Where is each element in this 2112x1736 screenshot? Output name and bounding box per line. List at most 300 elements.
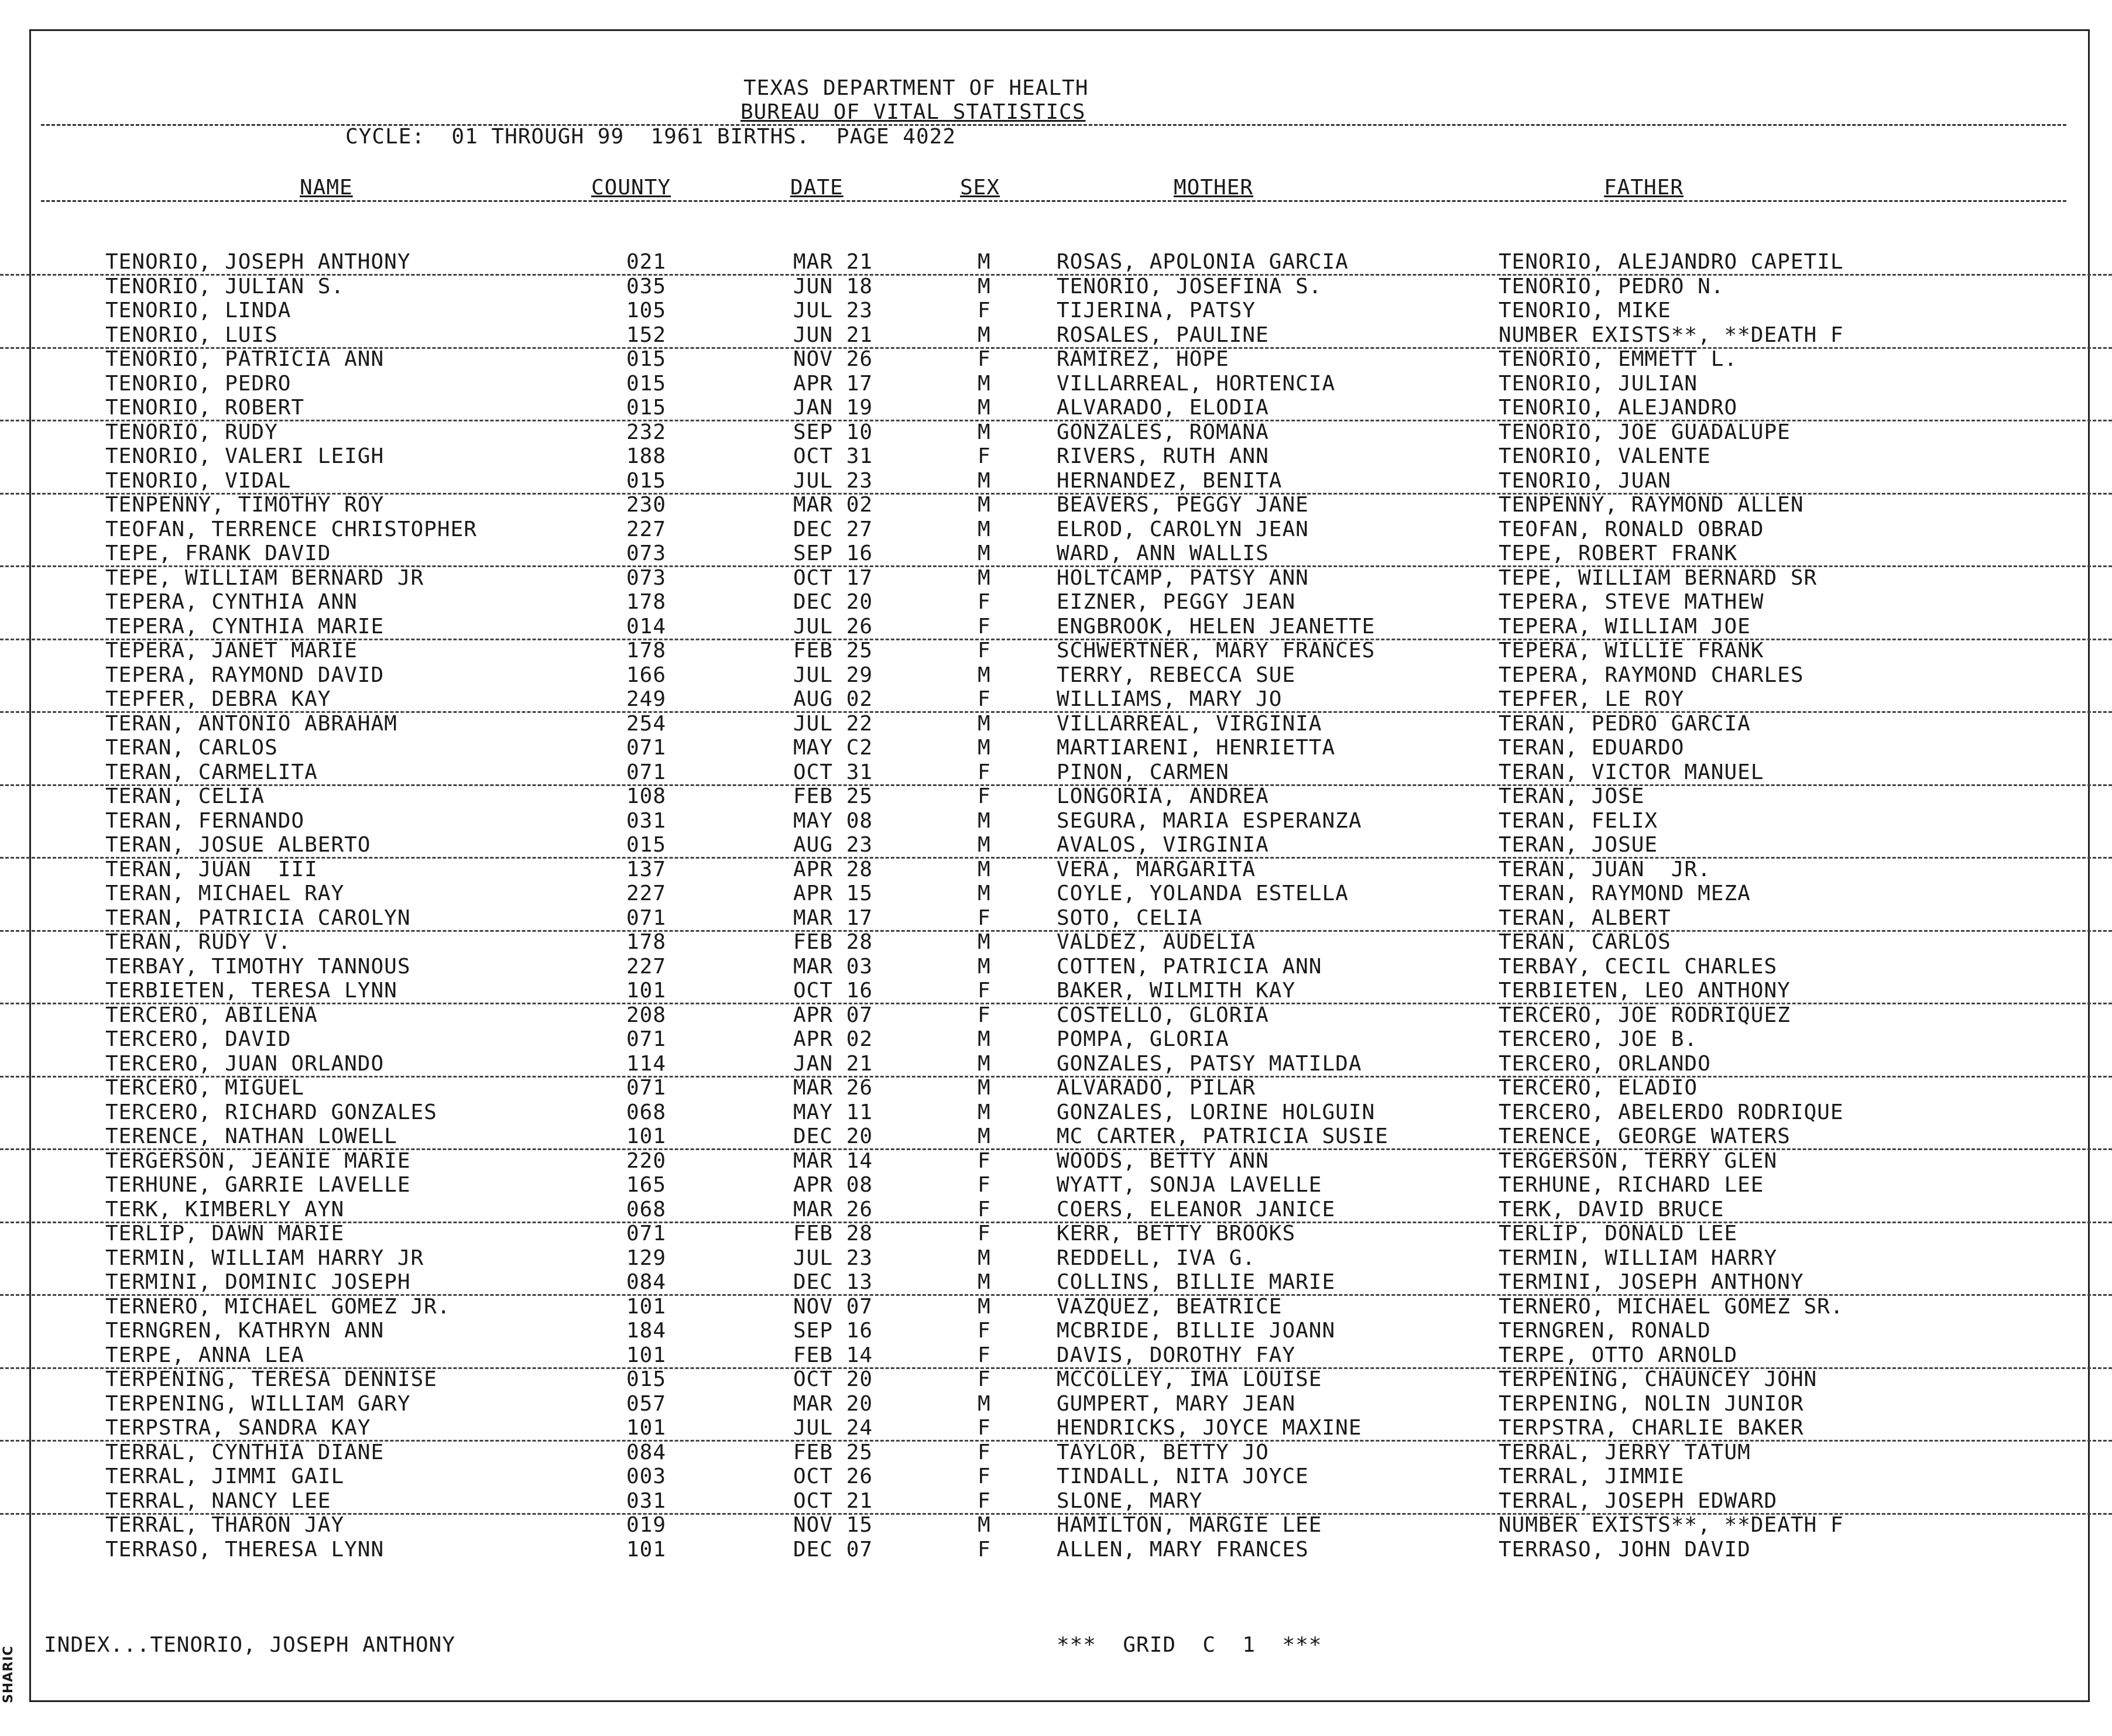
record-father: TENORIO, MIKE [1499, 299, 1671, 323]
record-date: FEB 28 [793, 1222, 873, 1246]
record-sex: M [978, 857, 991, 881]
record-county: 071 [626, 1027, 667, 1051]
record-name: TENORIO, LINDA [105, 299, 292, 323]
record-date: AUG 02 [793, 687, 873, 711]
record-sex: F [978, 1440, 991, 1464]
record-father: TERMINI, JOSEPH ANTHONY [1499, 1270, 1804, 1294]
record-county: 101 [626, 1124, 667, 1148]
record-father: TENORIO, JOE GUADALUPE [1499, 420, 1791, 444]
record-county: 227 [626, 954, 667, 979]
record-mother: VILLARREAL, HORTENCIA [1057, 371, 1336, 396]
record-father: TEOFAN, RONALD OBRAD [1499, 517, 1764, 541]
record-name: TENORIO, RUDY [105, 420, 278, 444]
record-date: FEB 25 [793, 639, 873, 663]
record-row [0, 1149, 2112, 1173]
record-name: TERRAL, THARON JAY [105, 1513, 345, 1537]
record-county: 073 [626, 541, 667, 565]
record-row [0, 250, 2112, 276]
record-name: TERLIP, DAWN MARIE [105, 1222, 345, 1246]
record-father: TERNERO, MICHAEL GOMEZ SR. [1499, 1294, 1844, 1319]
record-father: TERRAL, JOSEPH EDWARD [1499, 1488, 1778, 1513]
record-county: 101 [626, 1537, 667, 1562]
record-sex: F [978, 1197, 991, 1222]
record-county: 137 [626, 857, 667, 881]
record-father: TEPERA, WILLIAM JOE [1499, 614, 1751, 639]
record-date: OCT 31 [793, 760, 873, 784]
record-row [0, 396, 2112, 421]
record-date: DEC 13 [793, 1270, 873, 1294]
record-row [0, 1319, 2112, 1343]
record-row [0, 275, 2112, 299]
record-name: TERMINI, DOMINIC JOSEPH [105, 1270, 411, 1294]
record-sex: M [978, 881, 991, 905]
record-county: 108 [626, 784, 667, 808]
record-row [0, 1100, 2112, 1124]
record-mother: COSTELLO, GLORIA [1057, 1003, 1269, 1027]
record-name: TERAN, CARMELITA [105, 760, 318, 784]
record-mother: RAMIREZ, HOPE [1057, 347, 1229, 371]
record-mother: VILLARREAL, VIRGINIA [1057, 711, 1322, 736]
record-date: JUL 23 [793, 1246, 873, 1270]
record-county: 220 [626, 1148, 667, 1173]
record-date: DEC 07 [793, 1537, 873, 1562]
record-date: APR 15 [793, 881, 873, 905]
record-date: FEB 14 [793, 1343, 873, 1367]
record-name: TENORIO, JOSEPH ANTHONY [105, 250, 411, 274]
column-header-sex: SEX [960, 176, 1000, 200]
record-row [0, 566, 2112, 590]
record-mother: KERR, BETTY BROOKS [1057, 1222, 1296, 1246]
record-name: TERPE, ANNA LEA [105, 1343, 305, 1367]
record-county: 105 [626, 299, 667, 323]
column-header-name: NAME [300, 176, 353, 200]
record-sex: M [978, 250, 991, 274]
record-father: TERAN, EDUARDO [1499, 736, 1685, 760]
record-row [0, 347, 2112, 371]
record-row [0, 517, 2112, 541]
record-row [0, 687, 2112, 713]
record-county: 249 [626, 687, 667, 711]
record-mother: WILLIAMS, MARY JO [1057, 687, 1283, 711]
record-name: TEOFAN, TERRENCE CHRISTOPHER [105, 517, 477, 541]
record-row [0, 444, 2112, 468]
record-county: 014 [626, 614, 667, 639]
record-row [0, 639, 2112, 663]
record-father: TEPE, ROBERT FRANK [1499, 541, 1738, 565]
record-county: 254 [626, 711, 667, 736]
record-county: 227 [626, 517, 667, 541]
record-county: 178 [626, 930, 667, 954]
record-name: TERPSTRA, SANDRA KAY [105, 1416, 371, 1440]
record-date: MAR 20 [793, 1391, 873, 1416]
record-sex: F [978, 1343, 991, 1367]
record-name: TERAN, RUDY V. [105, 930, 292, 954]
record-name: TEPE, FRANK DAVID [105, 541, 331, 565]
record-sex: M [978, 541, 991, 565]
record-name: TENPENNY, TIMOTHY ROY [105, 493, 385, 517]
record-name: TEPERA, CYNTHIA ANN [105, 590, 358, 614]
record-father: TERNGREN, RONALD [1499, 1319, 1711, 1343]
record-county: 071 [626, 736, 667, 760]
record-county: 068 [626, 1197, 667, 1222]
record-county: 184 [626, 1319, 667, 1343]
record-sex: F [978, 760, 991, 784]
record-mother: MCBRIDE, BILLIE JOANN [1057, 1319, 1336, 1343]
record-mother: COERS, ELEANOR JANICE [1057, 1197, 1336, 1222]
record-mother: GUMPERT, MARY JEAN [1057, 1391, 1296, 1416]
record-row [0, 881, 2112, 905]
record-mother: GONZALES, LORINE HOLGUIN [1057, 1100, 1376, 1124]
record-father: TERAN, VICTOR MANUEL [1499, 760, 1764, 784]
record-row [0, 1246, 2112, 1270]
record-row [0, 833, 2112, 859]
record-sex: M [978, 1051, 991, 1076]
record-sex: F [978, 905, 991, 930]
record-sex: F [978, 1003, 991, 1027]
bureau-title: BUREAU OF VITAL STATISTICS [740, 100, 1086, 124]
record-row [0, 1367, 2112, 1391]
record-name: TENORIO, LUIS [105, 323, 278, 347]
record-name: TERPENING, WILLIAM GARY [105, 1391, 411, 1416]
record-county: 015 [626, 468, 667, 493]
record-sex: M [978, 930, 991, 954]
record-county: 071 [626, 1222, 667, 1246]
record-mother: MC CARTER, PATRICIA SUSIE [1057, 1124, 1388, 1148]
record-date: SEP 10 [793, 420, 873, 444]
record-sex: M [978, 663, 991, 687]
record-father: TENORIO, JUAN [1499, 468, 1671, 493]
record-date: FEB 25 [793, 1440, 873, 1464]
record-county: 057 [626, 1391, 667, 1416]
record-row [0, 469, 2112, 495]
record-sex: F [978, 979, 991, 1003]
record-county: 003 [626, 1464, 667, 1488]
record-sex: F [978, 784, 991, 808]
record-father: TERCERO, JOE RODRIQUEZ [1499, 1003, 1791, 1027]
record-name: TERENCE, NATHAN LOWELL [105, 1124, 397, 1148]
record-county: 166 [626, 663, 667, 687]
record-mother: MCCOLLEY, IMA LOUISE [1057, 1367, 1322, 1391]
record-sex: M [978, 468, 991, 493]
record-row [0, 712, 2112, 736]
record-county: 165 [626, 1173, 667, 1197]
side-mark: SHARIC [1, 1645, 16, 1703]
record-date: FEB 25 [793, 784, 873, 808]
record-father: TERBAY, CECIL CHARLES [1499, 954, 1778, 979]
record-date: MAR 17 [793, 905, 873, 930]
record-name: TERPENING, TERESA DENNISE [105, 1367, 437, 1391]
department-title: TEXAS DEPARTMENT OF HEALTH [743, 76, 1089, 100]
record-sex: M [978, 954, 991, 979]
record-mother: RIVERS, RUTH ANN [1057, 444, 1269, 468]
record-father: TERRAL, JERRY TATUM [1499, 1440, 1751, 1464]
record-sex: M [978, 517, 991, 541]
record-mother: GONZALES, PATSY MATILDA [1057, 1051, 1362, 1076]
record-mother: POMPA, GLORIA [1057, 1027, 1229, 1051]
record-father: TERCERO, ABELERDO RODRIQUE [1499, 1100, 1844, 1124]
record-sex: M [978, 1246, 991, 1270]
record-date: OCT 17 [793, 565, 873, 590]
record-county: 015 [626, 396, 667, 420]
record-county: 015 [626, 347, 667, 371]
record-sex: M [978, 736, 991, 760]
record-date: MAY 11 [793, 1100, 873, 1124]
record-mother: ALVARADO, PILAR [1057, 1076, 1256, 1100]
record-mother: TAYLOR, BETTY JO [1057, 1440, 1269, 1464]
record-row [0, 1173, 2112, 1197]
record-row [0, 615, 2112, 640]
record-mother: SCHWERTNER, MARY FRANCES [1057, 639, 1376, 663]
record-mother: WOODS, BETTY ANN [1057, 1148, 1269, 1173]
record-date: JUL 29 [793, 663, 873, 687]
record-county: 031 [626, 808, 667, 833]
record-county: 227 [626, 881, 667, 905]
record-county: 035 [626, 274, 667, 299]
record-date: JAN 21 [793, 1051, 873, 1076]
record-row [0, 1440, 2112, 1464]
record-name: TERBIETEN, TERESA LYNN [105, 979, 397, 1003]
record-mother: MARTIARENI, HENRIETTA [1057, 736, 1336, 760]
record-row [0, 372, 2112, 396]
record-county: 073 [626, 565, 667, 590]
record-sex: M [978, 1027, 991, 1051]
record-name: TERRAL, NANCY LEE [105, 1488, 331, 1513]
record-sex: F [978, 687, 991, 711]
record-mother: TERRY, REBECCA SUE [1057, 663, 1296, 687]
record-mother: AVALOS, VIRGINIA [1057, 833, 1269, 857]
cycle-line: CYCLE: 01 THROUGH 99 1961 BIRTHS. PAGE 4022 [345, 125, 956, 149]
record-mother: COLLINS, BILLIE MARIE [1057, 1270, 1336, 1294]
record-father: TERPENING, CHAUNCEY JOHN [1499, 1367, 1818, 1391]
record-date: APR 08 [793, 1173, 873, 1197]
record-date: APR 28 [793, 857, 873, 881]
record-sex: M [978, 1100, 991, 1124]
record-father: TENORIO, VALENTE [1499, 444, 1711, 468]
record-name: TERAN, JUAN III [105, 857, 318, 881]
index-label: INDEX...TENORIO, JOSEPH ANTHONY [44, 1633, 455, 1657]
record-father: TERAN, JUAN JR. [1499, 857, 1711, 881]
record-sex: F [978, 639, 991, 663]
record-sex: F [978, 590, 991, 614]
record-father: TENPENNY, RAYMOND ALLEN [1499, 493, 1804, 517]
record-name: TERCERO, DAVID [105, 1027, 292, 1051]
record-father: TENORIO, ALEJANDRO [1499, 396, 1738, 420]
record-father: TEPFER, LE ROY [1499, 687, 1685, 711]
record-sex: F [978, 1222, 991, 1246]
record-row [0, 1270, 2112, 1296]
record-sex: F [978, 1319, 991, 1343]
record-county: 068 [626, 1100, 667, 1124]
record-county: 178 [626, 639, 667, 663]
record-row [0, 736, 2112, 760]
record-county: 129 [626, 1246, 667, 1270]
record-row [0, 299, 2112, 323]
record-father: TERPENING, NOLIN JUNIOR [1499, 1391, 1804, 1416]
record-row [0, 590, 2112, 614]
record-sex: F [978, 614, 991, 639]
record-mother: VAZQUEZ, BEATRICE [1057, 1294, 1283, 1319]
record-name: TERAN, MICHAEL RAY [105, 881, 345, 905]
record-mother: ELROD, CAROLYN JEAN [1057, 517, 1309, 541]
record-father: TEPERA, WILLIE FRANK [1499, 639, 1764, 663]
record-name: TERAN, PATRICIA CAROLYN [105, 905, 411, 930]
record-date: MAR 14 [793, 1148, 873, 1173]
record-name: TENORIO, PEDRO [105, 371, 292, 396]
record-date: MAR 26 [793, 1197, 873, 1222]
record-row [0, 420, 2112, 444]
record-father: TEPERA, RAYMOND CHARLES [1499, 663, 1804, 687]
record-father: TERCERO, ORLANDO [1499, 1051, 1711, 1076]
record-mother: BEAVERS, PEGGY JANE [1057, 493, 1309, 517]
record-sex: M [978, 833, 991, 857]
record-name: TERRASO, THERESA LYNN [105, 1537, 385, 1562]
record-mother: VALDEZ, AUDELIA [1057, 930, 1256, 954]
record-mother: COYLE, YOLANDA ESTELLA [1057, 881, 1349, 905]
record-date: MAR 02 [793, 493, 873, 517]
record-row [0, 1392, 2112, 1416]
record-sex: F [978, 1148, 991, 1173]
record-mother: WARD, ANN WALLIS [1057, 541, 1269, 565]
record-father: TERRAL, JIMMIE [1499, 1464, 1685, 1488]
record-county: 015 [626, 371, 667, 396]
record-date: DEC 27 [793, 517, 873, 541]
record-name: TERAN, CARLOS [105, 736, 278, 760]
record-mother: TENORIO, JOSEFINA S. [1057, 274, 1322, 299]
record-father: TERGERSON, TERRY GLEN [1499, 1148, 1778, 1173]
record-mother: ALVARADO, ELODIA [1057, 396, 1269, 420]
record-row [0, 1076, 2112, 1100]
record-county: 208 [626, 1003, 667, 1027]
record-date: OCT 31 [793, 444, 873, 468]
record-father: TERMIN, WILLIAM HARRY [1499, 1246, 1778, 1270]
record-date: DEC 20 [793, 1124, 873, 1148]
record-name: TEPERA, JANET MARIE [105, 639, 358, 663]
record-county: 021 [626, 250, 667, 274]
record-row [0, 1222, 2112, 1246]
record-date: APR 07 [793, 1003, 873, 1027]
record-sex: F [978, 1537, 991, 1562]
record-name: TERCERO, MIGUEL [105, 1076, 305, 1100]
record-mother: DAVIS, DOROTHY FAY [1057, 1343, 1296, 1367]
record-date: JAN 19 [793, 396, 873, 420]
record-father: TENORIO, JULIAN [1499, 371, 1698, 396]
record-name: TERHUNE, GARRIE LAVELLE [105, 1173, 411, 1197]
record-row [0, 1124, 2112, 1150]
record-name: TENORIO, VIDAL [105, 468, 292, 493]
record-father: TERAN, PEDRO GARCIA [1499, 711, 1751, 736]
record-name: TERCERO, ABILENA [105, 1003, 318, 1027]
record-father: NUMBER EXISTS**, **DEATH F [1499, 323, 1844, 347]
record-row [0, 1416, 2112, 1442]
record-row [0, 1343, 2112, 1369]
record-date: MAR 26 [793, 1076, 873, 1100]
record-row [0, 541, 2112, 567]
column-header-mother: MOTHER [1174, 176, 1254, 200]
record-father: TENORIO, ALEJANDRO CAPETIL [1499, 250, 1844, 274]
record-county: 230 [626, 493, 667, 517]
record-mother: VERA, MARGARITA [1057, 857, 1256, 881]
record-row [0, 1198, 2112, 1223]
record-date: AUG 23 [793, 833, 873, 857]
record-sex: M [978, 1513, 991, 1537]
record-county: 015 [626, 833, 667, 857]
record-father: TERCERO, JOE B. [1499, 1027, 1698, 1051]
record-name: TERK, KIMBERLY AYN [105, 1197, 345, 1222]
record-sex: F [978, 347, 991, 371]
record-date: JUL 22 [793, 711, 873, 736]
record-date: MAR 21 [793, 250, 873, 274]
record-mother: BAKER, WILMITH KAY [1057, 979, 1296, 1003]
record-row [0, 1052, 2112, 1078]
record-father: TERAN, ALBERT [1499, 905, 1671, 930]
record-name: TERMIN, WILLIAM HARRY JR [105, 1246, 424, 1270]
record-date: OCT 16 [793, 979, 873, 1003]
record-date: DEC 20 [793, 590, 873, 614]
record-mother: HERNANDEZ, BENITA [1057, 468, 1283, 493]
record-mother: HENDRICKS, JOYCE MAXINE [1057, 1416, 1362, 1440]
record-row [0, 857, 2112, 881]
record-name: TERNERO, MICHAEL GOMEZ JR. [105, 1294, 451, 1319]
record-date: OCT 26 [793, 1464, 873, 1488]
record-name: TERCERO, RICHARD GONZALES [105, 1100, 437, 1124]
record-row [0, 760, 2112, 786]
record-name: TERCERO, JUAN ORLANDO [105, 1051, 385, 1076]
record-date: SEP 16 [793, 541, 873, 565]
record-name: TEPE, WILLIAM BERNARD JR [105, 565, 424, 590]
record-name: TERRAL, JIMMI GAIL [105, 1464, 345, 1488]
record-father: TERPE, OTTO ARNOLD [1499, 1343, 1738, 1367]
record-county: 114 [626, 1051, 667, 1076]
record-date: JUL 23 [793, 468, 873, 493]
record-date: JUN 18 [793, 274, 873, 299]
record-date: SEP 16 [793, 1319, 873, 1343]
record-row [0, 906, 2112, 932]
record-date: NOV 15 [793, 1513, 873, 1537]
record-date: MAY C2 [793, 736, 873, 760]
record-name: TERAN, ANTONIO ABRAHAM [105, 711, 397, 736]
column-header-county: COUNTY [591, 176, 671, 200]
record-date: APR 17 [793, 371, 873, 396]
record-mother: REDDELL, IVA G. [1057, 1246, 1256, 1270]
record-county: 101 [626, 1343, 667, 1367]
record-sex: F [978, 1173, 991, 1197]
record-father: TENORIO, PEDRO N. [1499, 274, 1724, 299]
record-row [0, 323, 2112, 349]
record-mother: HAMILTON, MARGIE LEE [1057, 1513, 1322, 1537]
record-mother: PINON, CARMEN [1057, 760, 1229, 784]
record-sex: M [978, 493, 991, 517]
record-mother: HOLTCAMP, PATSY ANN [1057, 565, 1309, 590]
record-father: TERK, DAVID BRUCE [1499, 1197, 1724, 1222]
record-father: TERRASO, JOHN DAVID [1499, 1537, 1751, 1562]
record-father: TERBIETEN, LEO ANTHONY [1499, 979, 1791, 1003]
record-county: 101 [626, 1294, 667, 1319]
record-mother: TIJERINA, PATSY [1057, 299, 1256, 323]
record-mother: TINDALL, NITA JOYCE [1057, 1464, 1309, 1488]
record-father: TERCERO, ELADIO [1499, 1076, 1698, 1100]
record-sex: M [978, 371, 991, 396]
record-mother: SOTO, CELIA [1057, 905, 1203, 930]
record-father: TERENCE, GEORGE WATERS [1499, 1124, 1791, 1148]
record-date: JUL 23 [793, 299, 873, 323]
record-county: 101 [626, 979, 667, 1003]
record-father: TERAN, FELIX [1499, 808, 1658, 833]
record-row [0, 784, 2112, 808]
record-name: TEPFER, DEBRA KAY [105, 687, 331, 711]
record-date: JUL 26 [793, 614, 873, 639]
record-county: 188 [626, 444, 667, 468]
record-mother: SLONE, MARY [1057, 1488, 1203, 1513]
